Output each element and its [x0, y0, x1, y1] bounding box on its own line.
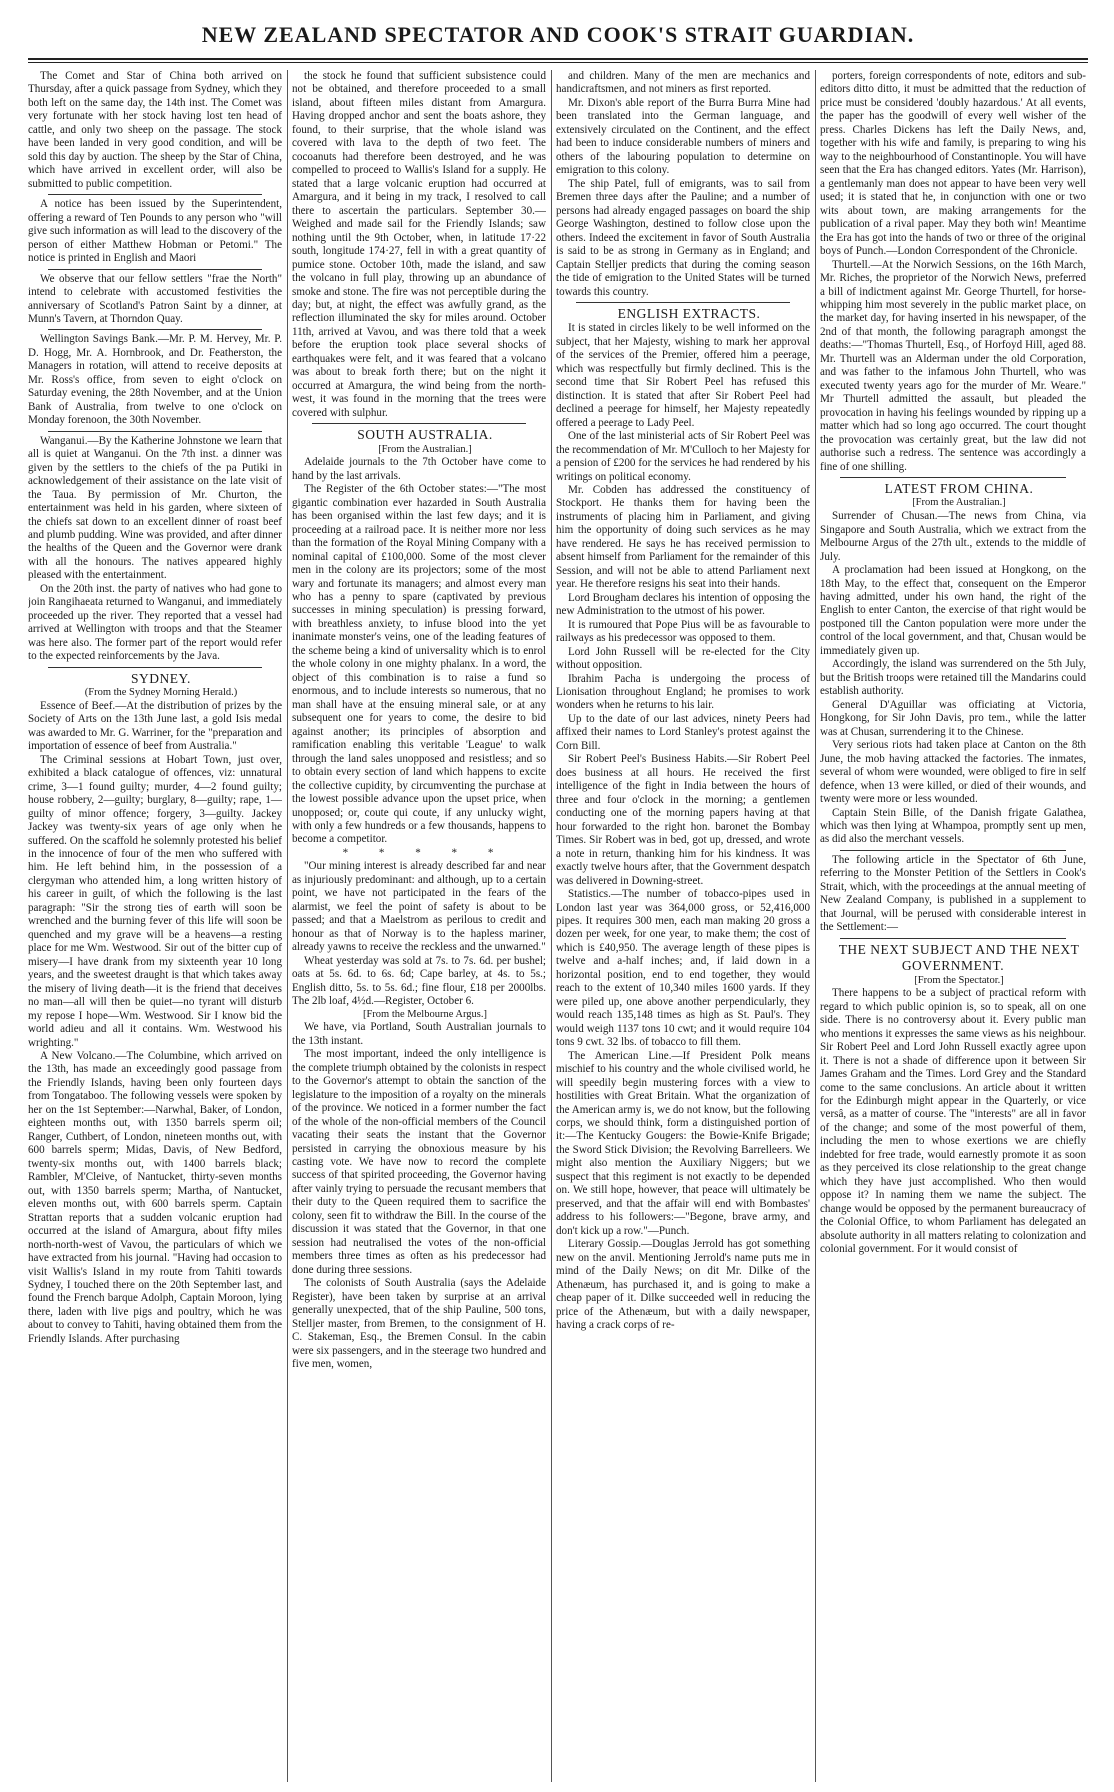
section-heading: ENGLISH EXTRACTS. [617, 305, 761, 321]
ellipsis-stars: * * * * * [342, 846, 508, 859]
article-separator [48, 431, 262, 432]
section-heading: LATEST FROM CHINA. [884, 481, 1034, 497]
paragraph: Mr. Cobden has addressed the constituency of Stockport. He thanks them for having been the instruments of placing him in Parliament, and giving him the opportunity of doing such services as he may have rendered. He says he has received permission to absent himself from Parliament for the remainder of this Session, and will not be able to attend Parliament next year. He therefore resigns his seat into their hands. [556, 483, 810, 591]
article-separator [840, 477, 1066, 478]
masthead: NEW ZEALAND SPECTATOR AND COOK'S STRAIT GUARDIAN. [201, 22, 915, 47]
paragraph: Sir Robert Peel's Business Habits.—Sir Robert Peel does business at all hours. He received the first intelligence of the fight in India between the hours of three and four o'clock in the morning; a gentlemen conducting one of the morning papers having at that hour forwarded to the right hon. baronet the Bombay Times. Sir Robert was in bed, got up, dressed, and wrote a note in return, thanking him for his kindness. It was exactly twelve hours after, that the Government despatch was delivered in Downing-street. [556, 753, 810, 887]
column-4 [820, 70, 1086, 1782]
paragraph: Ibrahim Pacha is undergoing the process of Lionisation throughout England; he promises to work wonders when he returns to his lair. [556, 672, 810, 712]
paragraph: The colonists of South Australia (says the Adelaide Register), have been taken by surprise at an arrival generally unexpected, that of the ship Pauline, 500 tons, Stelljer master, from Bremen, to the consignment of H. C. Stakeman, Esq., the Bremen Consul. In the cabin were six passengers, and in the steerage two hundred and five men, women, [292, 1277, 546, 1371]
paragraph: The American Line.—If President Polk means mischief to his country and the whole civilised world, he will speedily begin mustering forces with a view to hostilities with Great Britain. What the organization of the American army is, we do not know, but the following corps, we should think, form a distinguished portion of it:—The Kentucky Gougers: the Bowie-Knife Brigade; the Sword Stick Division; the Revolving Barrelleers. We might also mention the Auxiliary Niggers; but we suspect that this regiment is not exactly to be depended on. We still hope, however, that peace will ultimately be preserved, and that the affair will end with Bombastes' address to his followers:—"Begone, brave army, and don't kick up a row."—Punch. [556, 1049, 810, 1237]
paragraph: Mr. Dixon's able report of the Burra Burra Mine had been translated into the German language, and extensively circulated on the Continent, and the effect had been to induce considerable numbers of miners and others of the labouring population to determine on emigration to this colony. [556, 96, 810, 177]
section-heading: SOUTH AUSTRALIA. [357, 427, 493, 443]
paragraph: Wheat yesterday was sold at 7s. to 7s. 6d. per bushel; oats at 5s. 6d. to 6s. 6d; Cape barley, at 4s. to 5s.; English ditto, 5s. to 5s. 6d.; fine flour, £18 per 2000lbs. The 2lb loaf, 4½d.—Register, October 6. [292, 954, 546, 1008]
paragraph: A New Volcano.—The Columbine, which arrived on the 13th, has made an exceedingly good passage from the Friendly Islands, having been only fourteen days from Tongataboo. The following vessels were spoken by her on the 1st September:—Narwhal, Baker, of London, eighteen months out, with 1350 barrels sperm oil; Ranger, Cuthbert, of London, nineteen months out, with 600 barrels sperm; Midas, Davis, of New Bedford, twenty-six months out, with 1400 barrels black; Rambler, M'Cleive, of Nantucket, thirty-seven months out, with 1350 barrels sperm; Martha, of Nantucket, eleven months out, with 600 barrels sperm. Captain Strattan reports that a sudden volcanic eruption had occurred at the island of Amargura, about fifty miles north-north-west of Vavou, the particulars of which we have extracted from his journal. "Having had occasion to visit Wallis's Island in my route from Tahiti towards Sydney, I touched there on the 20th September last, and found the French barque Adolph, Captain Moroon, lying there, laden with live pigs and poultry, which he was about to convey to Tahiti, having obtained them from the Friendly Islands. After purchasing [28, 1050, 282, 1345]
masthead-rule-thin [28, 62, 1088, 63]
article-separator [48, 194, 262, 195]
paragraph: The Comet and Star of China both arrived on Thursday, after a quick passage from Sydney, which they both left on the same day, the 14th inst. The Comet was very fortunate with her stock having lost ten head of cattle, and only two sheep on the passage. The stock have been landed in very good condition, and will be sold this day by auction. The sheep by the Star of China, which have arrived in excellent order, will also be submitted to public competition. [28, 70, 282, 190]
paragraph: On the 20th inst. the party of natives who had gone to join Rangihaeata returned to Wanganui, and immediately proceeded up the river. They reported that a vessel had arrived at Wellington with troops and that the Steamer was here also. The former part of the report would refer to the expected reinforcements by the Java. [28, 582, 282, 663]
paragraph: Thurtell.—At the Norwich Sessions, on the 16th March, Mr. Riches, the proprietor of the Norwich News, preferred a bill of indictment against Mr. George Thurtell, for horse-whipping him most severely in the public market place, on the market day, for having inserted in his newspaper, of the 2nd of that month, the following paragraph amongst the deaths:—"Thomas Thurtell, Esq., of Horfoyd Hill, aged 88. Mr. Thurtell was an Alderman under the old Corporation, and was father to the infamous John Thurtell, who was executed twenty years ago for the murder of Mr. Weare." Mr Thurtell admitted the assault, but pleaded the provocation in having his feelings wounded by ripping up a matter which had so long ago occurred. The court thought the provocation was certainly great, but the law did not authorise such a redress. The sentence was accordingly a fine of one shilling. [820, 258, 1086, 473]
paragraph: Lord Brougham declares his intention of opposing the new Administration to the utmost of his power. [556, 591, 810, 618]
paragraph: Lord John Russell will be re-elected for the City without opposition. [556, 645, 810, 672]
paragraph: Wanganui.—By the Katherine Johnstone we learn that all is quiet at Wanganui. On the 7th inst. a dinner was given by the settlers to the chiefs of the pa Putiki in acknowledgement of their assistance on the late visit of the Taua. By permission of Mr. Churton, the entertainment was held in his garden, where sixteen of the chiefs sat down to an excellent dinner of roast beef and plumb pudding. Wine was provided, and after dinner the healths of the Queen and the Governor were drank with all the honours. The natives appeared highly pleased with the entertainment. [28, 434, 282, 582]
paragraph: "Our mining interest is already described far and near as injuriously predominant: and although, up to a certain point, we have not participated in the fears of the alarmist, we feel the point of safety is about to be passed; and that a Maelstrom as perilous to credit and honour as that of Norway is to the hapless mariner, already yawns to receive the reckless and the unwarned." [292, 860, 546, 954]
source-line: [From the Spectator.] [914, 974, 1004, 986]
section-heading: THE NEXT SUBJECT AND THE NEXT GOVERNMENT. [838, 941, 1080, 974]
paragraph: Literary Gossip.—Douglas Jerrold has got something new on the anvil. Mentioning Jerrold's name puts me in mind of the Daily News; on dit Mr. Dilke of the Athenæum, has purchased it, and is going to make a cheap paper of it. Dilke succeeded well in reducing the price of the Athenæum, but with a daily newspaper, having a crack corps of re- [556, 1238, 810, 1332]
paragraph: the stock he found that sufficient subsistence could not be obtained, and therefore proceeded to a small island, about fifteen miles distant from Amargura. Having dropped anchor and sent the boats ashore, they found, to their surprise, that the whole island was covered with lava to the depth of two feet. The cocoanuts had therefore been destroyed, and he was compelled to proceed to Wallis's Island for a supply. He stated that a large volcanic eruption had occurred at Amargura, and it being in my track, I resolved to call there to ascertain the particulars. September 30.—Weighed and made sail for the Friendly Islands; saw nothing until the 9th October, when, in latitude 17·22 south, longitude 174·27, fell in with a great quantity of pumice stone. October 10th, made the island, and saw the volcano in full play, throwing up an abundance of smoke and stone. The fire was not perceptible during the day; but, at night, the effect was awfully grand, as the reflection illuminated the sky for miles around. October 11th, arrived at Vavou, and was there told that a week before the eruption took place several shocks of earthquakes were felt, and it was feared that a volcano was about to break forth there; but on the night it occurred at Amargura, the wind being from the north-west, it was found in the morning that the trees were covered with sulphur. [292, 70, 546, 419]
column-divider [551, 70, 552, 1782]
paragraph: Adelaide journals to the 7th October have come to hand by the last arrivals. [292, 456, 546, 482]
article-separator [312, 423, 526, 424]
article-separator [48, 667, 262, 668]
paragraph: We observe that our fellow settlers "frae the North" intend to celebrate with accustomed festivities the anniversary of Scotland's Patron Saint by a dinner, at Munn's Tavern, at Thorndon Quay. [28, 272, 282, 325]
paragraph: and children. Many of the men are mechanics and handicraftsmen, and not miners as first reported. [556, 70, 810, 96]
paragraph: The Register of the 6th October states:—"The most gigantic combination ever hazarded in South Australia has been organised within the last few days; and it is proceeding at a railroad pace. It is neither more nor less than the formation of the Royal Mining Company with a nominal capital of £100,000. Some of the most clever men in the colony are its projectors; some of the most wary and fortunate its managers; and almost every man who has a penny to spare (captivated by previous successes in mining speculation) is pressing forward, with breathless anxiety, to infuse blood into the yet inanimate monster's veins, one of the leading features of the scheme being a kind of universality which is to enrol the whole colony in one mighty phalanx. In a word, the object of this combination is to raise a fund so enormous, and to include interests so numerous, that no man shall have at the ensuing mineral sale, or at any subsequent one for years to come, the desire to bid against another; its principles of absorption and ramification enabling this veritable 'League' to walk through the land sales unopposed and resistless; and so to obtain every section of land which happens to excite the collective cupidity, by circumventing the purchase at the lowest possible advance upon the upset price, when unopposed; or, coute qui coute, if any unlucky wight, with only a few hundreds or a few thousands, happens to become a competitor. [292, 483, 546, 846]
masthead-rule [28, 58, 1088, 60]
paragraph: A proclamation had been issued at Hongkong, on the 18th May, to the effect that, consequent on the Emperor having admitted, under his own hand, the right of the English to enter Canton, the exercise of that right would be postponed till the Canton population were more under the control of the local government, and that, Chusan would be immediately given up. [820, 564, 1086, 657]
paragraph: Up to the date of our last advices, ninety Peers had affixed their names to Lord Stanley's protest against the Corn Bill. [556, 712, 810, 752]
column-3 [556, 70, 810, 1782]
paragraph: There happens to be a subject of practical reform with regard to which public opinion is, so to speak, all on one side. There is no controversy about it. Every public man who mentions it expresses the same views as his neighbour. Sir Robert Peel and Lord John Russell exactly agree upon it. There is not a shade of difference upon it between Sir James Graham and the Times. Lord Grey and the Standard come to the same conclusions. An article about it written for the Edinburgh might appear in the Quarterly, or vice versâ, as a matter of course. The "interests" are all in favor of the change; and some of the most powerful of them, including the men to whose exertions we are chiefly indebted for free trade, would earnestly promote it as soon as they perceived its close relationship to the great change which they have just accomplished. Who then would oppose it? In naming them we name the subject. The change would be opposed by the permanent bureaucracy of the Colonial Office, to whom Parliament has delegated an absolute authority in all matters relating to colonization and colonial government. For it would consist of [820, 987, 1086, 1256]
paragraph: The ship Patel, full of emigrants, was to sail from Bremen three days after the Pauline; and a number of persons had already engaged passages on board the ship George Washington, destined to follow close upon the others. Indeed the excitement in favor of South Australia is said to be as strong in Germany as in England; and Captain Stelljer predicts that during the coming season the tide of emigration to the United States will be turned towards this country. [556, 177, 810, 298]
column-1 [28, 70, 282, 1782]
paragraph: A notice has been issued by the Superintendent, offering a reward of Ten Pounds to any person who "will give such information as will lead to the discovery of the person of either Matthew Hobman or Petomi." The notice is printed in English and Maori [28, 198, 282, 265]
source-line: [From the Melbourne Argus.] [362, 1008, 488, 1020]
article-separator [840, 850, 1066, 851]
paragraph: Captain Stein Bille, of the Danish frigate Galathea, which was then lying at Whampoa, promptly sent up men, as did also the merchant vessels. [820, 806, 1086, 846]
article-separator [48, 269, 262, 270]
paragraph: Surrender of Chusan.—The news from China, via Singapore and South Australia, which we extract from the Melbourne Argus of the 27th ult., extends to the middle of July. [820, 510, 1086, 563]
article-separator [48, 329, 262, 330]
article-separator [576, 302, 790, 303]
source-line: (From the Sydney Morning Herald.) [84, 687, 238, 699]
paragraph: Accordingly, the island was surrendered on the 5th July, but the British troops were retained till the Mandarins could establish authority. [820, 658, 1086, 698]
paragraph: porters, foreign correspondents of note, editors and sub-editors ditto ditto, it must be admitted that the reduction of price must be considered 'doubly hazardous.' At all events, the paper has the goodwill of every well wisher of the press. Charles Dickens has left the Daily News, and, together with his wife and family, is preparing to wing his way to the neighbourhood of Constantinople. You will have seen that the Era has changed editors. Yates (Mr. Harrison), a gentlemanly man does not appear to have been very well used; it is stated that he, in conjunction with one or two wits about town, are making arrangements for the publication of a rival paper. May they both win! Meantime the Era has got into the hands of two or three of the original boys of Punch.—London Correspondent of the Chronicle. [820, 70, 1086, 258]
paragraph: Essence of Beef.—At the distribution of prizes by the Society of Arts on the 13th June last, a gold Isis medal was awarded to Mr. G. Warriner, for the "preparation and importation of essence of beef from Australia." [28, 699, 282, 753]
paragraph: We have, via Portland, South Australian journals to the 13th instant. [292, 1021, 546, 1047]
paragraph: Very serious riots had taken place at Canton on the 8th June, the mob having attacked the factories. The inmates, several of whom were wounded, were obliged to fire in self defence, when 13 were killed, or died of their wounds, and twenty were more or less wounded. [820, 739, 1086, 806]
column-divider [287, 70, 288, 1782]
source-line: [From the Australian.] [378, 443, 472, 455]
paragraph: Statistics.—The number of tobacco-pipes used in London last year was 364,000 gross, or 52,416,000 pipes. It requires 300 men, each man making 20 gross a dozen per week, for one year, to make them; the cost of which is £40,950. The average length of these pipes is twelve and a-half inches; and, if laid down in a horizontal position, end to end together, they would reach to the extent of 10,340 miles 1600 yards. If they were piled up, one above another perpendicularly, they would reach 135,148 times as high as St. Paul's. They would weigh 1137 tons 10 cwt; and it would require 104 tons 9 cwt. 32 lbs. of tobacco to fill them. [556, 888, 810, 1049]
source-line: [From the Australian.] [912, 497, 1006, 509]
column-2 [292, 70, 546, 1782]
section-heading: SYDNEY. [131, 670, 191, 686]
paragraph: The most important, indeed the only intelligence is the complete triumph obtained by the colonists in respect to the Governor's attempt to obtain the sanction of the legislature to the imposition of a royalty on the minerals of the province. We noticed in a former number the fact of the whole of the non-official members of the Council vacating their seats the instant that the Governor persisted in carrying the obnoxious measure by his casting vote. We have now to record the complete success of that spirited proceeding, the Governor having after vainly trying to persuade the recusant members that their duty to the Queen required them to sacrifice the colony, seen fit to withdraw the Bill. In the course of the discussion it was stated that the Governor, in that one session had neutralised the votes of the non-official members three times as often as his predecessor had done during three sessions. [292, 1048, 546, 1276]
paragraph: The Criminal sessions at Hobart Town, just over, exhibited a black catalogue of offences, viz: unnatural crime, 3—1 found guilty; murder, 4—2 found guilty; house robbery, 2—guilty; burglary, 8—guilty; rape, 1—guilty of minor offence; forgery, 3—guilty. Jackey Jackey was twenty-six years of age only when he suffered. On the scaffold he solemnly protested his belief in the innocence of four of the men who suffered with him. He left behind him, in the possession of a clergyman who attended him, a long written history of his career in guilt, of which the following is the last paragraph: "Sir the strong ties of earth will soon be wrenched and the burning fever of this life will soon be quenched and my grave will be a heavens—a resting place for me Wm. Westwood. Sir out of the bitter cup of misery—I have drank from my sixteenth year 10 long years, and the sweetest draught is that which takes away the misery of living death—it is the friend that deceives no man—all will then be quiet—no tyrant will disturb my repose I hope—Wm. Westwood. Sir I know bid the world adieu and all it contains. Wm. Westwood his wrighting." [28, 753, 282, 1049]
paragraph: General D'Aguillar was officiating at Victoria, Hongkong, for Sir John Davis, pro tem., while the latter was at Chusan, surrendering it to the Chinese. [820, 698, 1086, 738]
article-separator [840, 938, 1066, 939]
paragraph: The following article in the Spectator of 6th June, referring to the Monster Petition of the Settlers in Cook's Strait, which, with the proceedings at the annual meeting of New Zealand Company, is published in a supplement to that Journal, will be perused with considerable interest in the Settlement:— [820, 853, 1086, 934]
paragraph: It is rumoured that Pope Pius will be as favourable to railways as his predecessor was opposed to them. [556, 618, 810, 645]
column-divider [815, 70, 816, 1782]
paragraph: It is stated in circles likely to be well informed on the subject, that her Majesty, wishing to mark her approval of the services of the Premier, offered him a peerage, which was respectfully but firmly declined. This is the second time that Sir Robert Peel has refused this distinction. It is stated that after Sir Robert Peel had declined a peerage for himself, her Majesty repeatedly offered a peerage to Lady Peel. [556, 322, 810, 429]
paragraph: One of the last ministerial acts of Sir Robert Peel was the recommendation of Mr. M'Culloch to her Majesty for a pension of £200 for the services he had rendered by his writings on political economy. [556, 430, 810, 483]
paragraph: Wellington Savings Bank.—Mr. P. M. Hervey, Mr. P. D. Hogg, Mr. A. Hornbrook, and Dr. Featherston, the Managers in rotation, will attend to receive deposits at Mr. Ross's office, from seven to eight o'clock on Saturday evening, the 28th November, and at the Union Bank of Australia, from twelve to one o'clock on Monday forenoon, the 30th November. [28, 333, 282, 427]
